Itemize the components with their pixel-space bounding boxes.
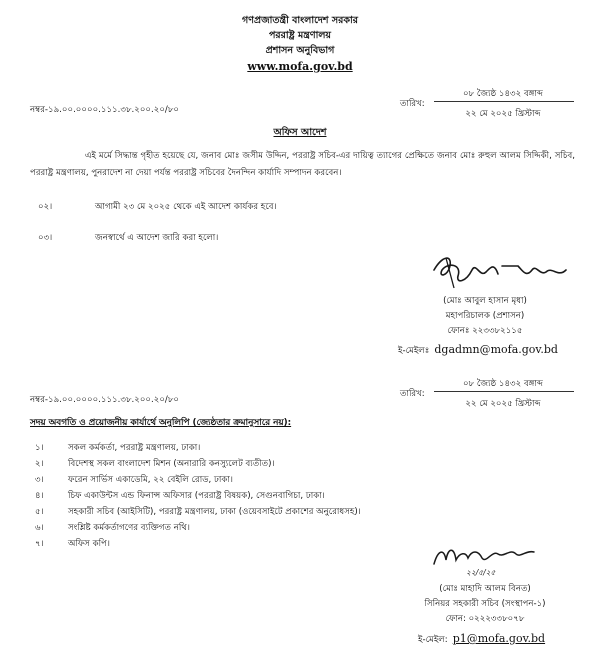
- copy-item-number: ৪।: [35, 491, 44, 501]
- copy-item-text: চিফ একাউন্টস এন্ড ফিনান্স অফিসার (পররাষ্ট্র বিষয়ক), সেগুনবাগিচা, ঢাকা।: [68, 491, 325, 501]
- signature-1-image: [428, 248, 578, 293]
- copy-item-text: ফরেন সার্ভিস একাডেমি, ২২ বেইলি রোড, ঢাকা।: [68, 475, 233, 485]
- copy-item-number: ১।: [35, 443, 44, 453]
- email-label: ই-মেইল:: [418, 635, 448, 645]
- signatory-1-phone: ফোনঃ ২২৩৩৮২১১৫: [447, 326, 523, 336]
- signatory-2-designation: সিনিয়র সহকারী সচিব (সংস্থাপন-১): [424, 599, 546, 609]
- copy-item-text: সংশ্লিষ্ট কর্মকর্তাগণের ব্যক্তিগত নথি।: [68, 523, 190, 533]
- point-number: ০২।: [38, 202, 53, 212]
- order-title: অফিস আদেশ: [273, 127, 327, 138]
- signatory-1-email[interactable]: dgadmn@mofa.gov.bd: [434, 343, 558, 356]
- government-name: গণপ্রজাতন্ত্রী বাংলাদেশ সরকার: [242, 15, 358, 26]
- date-divider: [434, 101, 574, 102]
- order-paragraph: এই মর্মে সিদ্ধান্ত গৃহীত হয়েছে যে, জনাব মোঃ জসীম উদ্দিন, পররাষ্ট্র সচিব-এর দায়িত্ব ত্যাগের প্রেক্ষিতে জনাব মোঃ রুহুল আলম সিদ্দিকী, সচিব, পররাষ্ট্র মন্ত্রণালয়, পুনরাদেশ না দেয়া পর্যন্ত পররাষ্ট্র সচিবের দৈনন্দিন কার্যাদি সম্পাদন করবেন।: [30, 151, 575, 178]
- date-divider-copy: [434, 391, 574, 392]
- division-name: প্রশাসন অনুবিভাগ: [265, 45, 335, 56]
- date-gregorian-copy: ২২ মে ২০২৫ খ্রিস্টাব্দ: [465, 399, 541, 409]
- memo-number: নম্বর-১৯.০০.০০০০.১১১.৩৮.২০০.২০/৮০: [30, 105, 179, 115]
- copy-item-text: সহকারী সচিব (আইসিটি), পররাষ্ট্র মন্ত্রণালয়, ঢাকা (ওয়েবসাইটে প্রকাশের অনুরোধসহ)।: [68, 507, 361, 517]
- signature-2-date: ২২/৫/২৫: [466, 568, 496, 577]
- copy-item-text: অফিস কপি।: [68, 539, 110, 549]
- copy-item-text: সকল কর্মকর্তা, পররাষ্ট্র মন্ত্রণালয়, ঢাকা।: [68, 443, 201, 453]
- memo-number-copy: নম্বর-১৯.০০.০০০০.১১১.৩৮.২০০.২০/৮০: [30, 395, 179, 405]
- email-label: ই-মেইলঃ: [398, 346, 430, 356]
- copy-item-number: ৫।: [35, 507, 44, 517]
- copy-item-number: ৭।: [35, 539, 44, 549]
- signatory-2-name: (মোঃ মাহাদি আলম বিনত): [439, 584, 531, 594]
- copy-item-text: বিদেশস্থ সকল বাংলাদেশ মিশন (অনারারি কনস্যুলেট ব্যতীত)।: [68, 459, 275, 469]
- copies-heading: সদয় অবগতি ও প্রয়োজনীয় কার্যার্থে অনুলিপি (জ্যেষ্ঠতার ক্রমানুসারে নয়):: [30, 418, 292, 428]
- copy-item-number: ৬।: [35, 523, 44, 533]
- point-text: জনস্বার্থে এ আদেশ জারি করা হলো।: [95, 233, 219, 243]
- ministry-name: পররাষ্ট্র মন্ত্রণালয়: [268, 30, 332, 41]
- copy-item-number: ২।: [35, 459, 44, 469]
- website-link[interactable]: www.mofa.gov.bd: [247, 60, 353, 73]
- point-text: আগামী ২৩ মে ২০২৫ থেকে এই আদেশ কার্যকর হবে।: [95, 202, 277, 212]
- point-number: ০৩।: [38, 233, 53, 243]
- date-label-copy: তারিখ:: [400, 389, 425, 399]
- signatory-1-name: (মোঃ আবুল হাসান মৃধা): [443, 296, 527, 306]
- copy-item-number: ৩।: [35, 475, 44, 485]
- signatory-1-designation: মহাপরিচালক (প্রশাসন): [445, 311, 525, 321]
- date-label: তারিখ:: [400, 99, 425, 109]
- signatory-1-email-row: [398, 338, 558, 358]
- date-gregorian: ২২ মে ২০২৫ খ্রিস্টাব্দ: [465, 109, 541, 119]
- signatory-2-email[interactable]: p1@mofa.gov.bd: [452, 632, 546, 645]
- signatory-2-phone: ফোন: ০২২২৩৩৮০৭৮: [445, 614, 525, 624]
- date-bangla-copy: ০৮ জ্যৈষ্ঠ ১৪৩২ বঙ্গাব্দ: [463, 379, 543, 389]
- signatory-2-email-row: [418, 627, 545, 647]
- date-bangla: ০৮ জ্যৈষ্ঠ ১৪৩২ বঙ্গাব্দ: [463, 89, 543, 99]
